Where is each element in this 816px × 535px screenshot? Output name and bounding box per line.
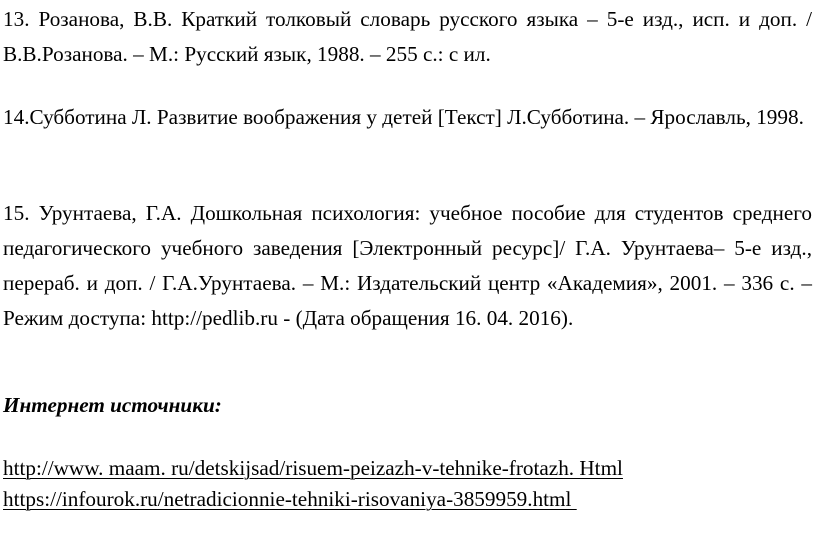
reference-13: 13. Розанова, В.В. Краткий толковый словарь русского языка – 5-е изд., исп. и доп. / В.В.Розанова. – М.: Русский язык, 1988. – 255 с.: с ил.	[3, 7, 812, 66]
internet-sources-heading: Интернет источники:	[3, 393, 222, 417]
reference-14: 14.Субботина Л. Развитие воображения у детей [Текст] Л.Субботина. – Ярославль, 1998.	[3, 105, 804, 129]
reference-15: 15. Урунтаева, Г.А. Дошкольная психология: учебное пособие для студентов среднего педагогического учебного заведения [Электронный ресурс]/ Г.А. Урунтаева– 5-е изд., перераб. и доп. / Г.А.Урунтаева. – М.: Издательский центр «Академия», 2001. – 336 с. – Режим доступа: http://pedlib.ru - (Дата обращения 16. 04. 2016).	[3, 201, 812, 330]
link-maam[interactable]: http://www. maam. ru/detskijsad/risuem-peizazh-v-tehnike-frotazh. Html	[3, 456, 623, 480]
link-infourok[interactable]: https://infourok.ru/netradicionnie-tehniki-risovaniya-3859959.html	[3, 487, 577, 511]
